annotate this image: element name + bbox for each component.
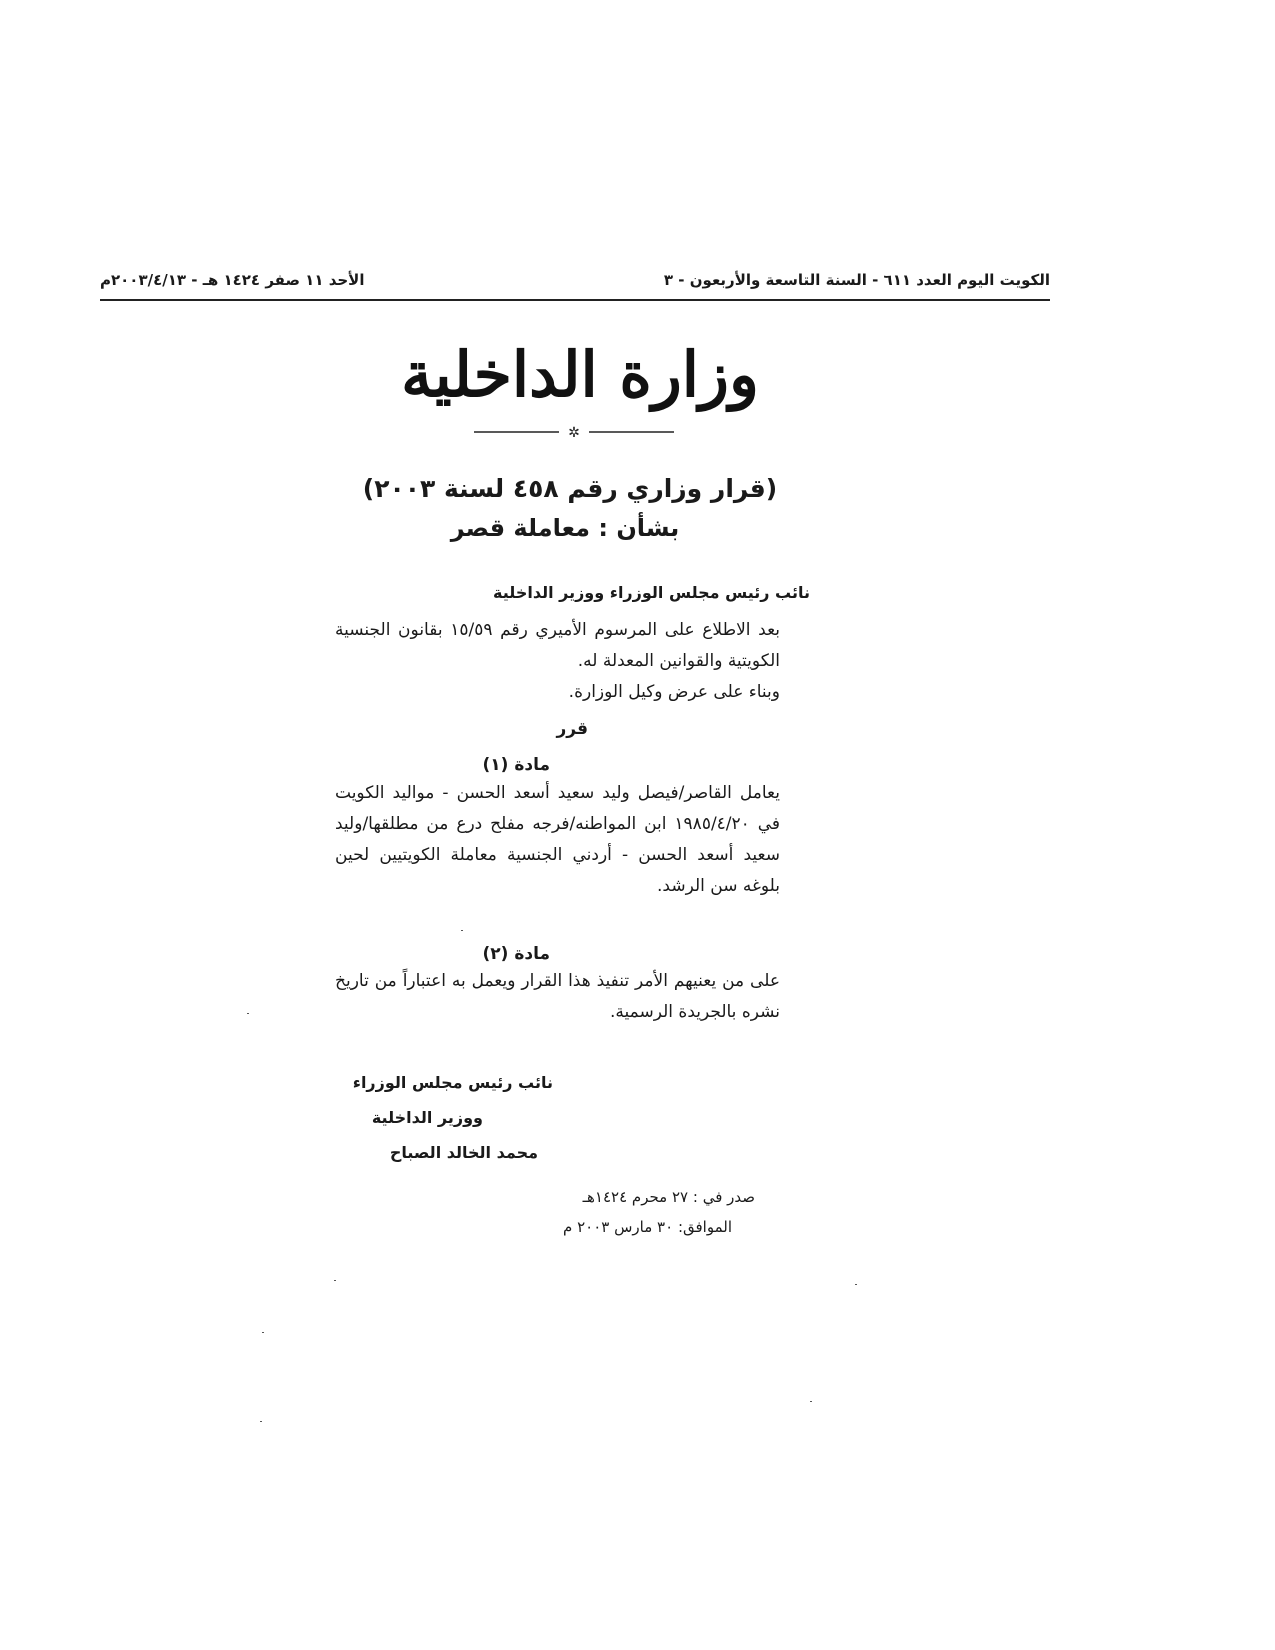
- article-2-body: [335, 966, 810, 1028]
- decree-subject: بشأن : معاملة قصر: [450, 514, 680, 542]
- scan-speck: [262, 1332, 264, 1333]
- article-1-heading: مادة (١): [482, 755, 550, 775]
- gazette-date: الأحد ١١ صفر ١٤٢٤ هـ - ٢٠٠٣/٤/١٣م: [100, 271, 365, 289]
- scan-speck: [247, 1013, 249, 1014]
- article-1-text: يعامل القاصر/فيصل وليد سعيد أسعد الحسن - مواليد الكويت في ١٩٨٥/٤/٢٠ ابن المواطنه/فرجه مفلح درع من مطلقها/وليد سعيد أسعد الحسن - أردني الجنسية معاملة الكويتيين لحين بلوغه سن الرشد.: [335, 783, 780, 896]
- decree-title: (قرار وزاري رقم ٤٥٨ لسنة ٢٠٠٣): [362, 474, 778, 503]
- preamble-paragraph-1: بعد الاطلاع على المرسوم الأميري رقم ١٥/٥٩ بقانون الجنسية الكويتية والقوانين المعدلة له.: [335, 620, 781, 671]
- issue-date-gregorian: الموافق: ٣٠ مارس ٢٠٠٣ م: [563, 1218, 732, 1236]
- signatory-name: محمد الخالد الصباح: [389, 1143, 538, 1162]
- signature-ministry-line: ووزير الداخلية: [371, 1108, 483, 1127]
- signature-title-line: نائب رئيس مجلس الوزراء: [352, 1073, 553, 1092]
- scan-speck: [461, 930, 463, 931]
- scan-speck: [855, 1284, 857, 1285]
- ministry-title: وزارة الداخلية: [401, 338, 759, 411]
- decided-label: قرر: [556, 719, 588, 739]
- header-divider: [100, 299, 1050, 301]
- scan-speck: [810, 1401, 812, 1402]
- issuer-title: نائب رئيس مجلس الوزراء ووزير الداخلية: [493, 583, 810, 602]
- article-2-heading: مادة (٢): [482, 944, 550, 964]
- article-2-text: على من يعنيهم الأمر تنفيذ هذا القرار ويعمل به اعتباراً من تاريخ نشره بالجريدة الرسمية.: [335, 971, 780, 1022]
- preamble-paragraph-2: وبناء على عرض وكيل الوزارة.: [568, 682, 780, 702]
- preamble: [335, 615, 810, 708]
- gazette-issue-info: الكويت اليوم العدد ٦١١ - السنة التاسعة والأربعون - ٣: [663, 271, 1050, 289]
- svg-text:✲: ✲: [568, 425, 580, 439]
- ornament-divider-icon: [474, 425, 674, 439]
- scan-speck: [260, 1421, 262, 1422]
- scan-speck: [334, 1280, 336, 1281]
- issue-date-hijri: صدر في : ٢٧ محرم ١٤٢٤هـ: [582, 1188, 755, 1206]
- article-1-body: [335, 778, 810, 902]
